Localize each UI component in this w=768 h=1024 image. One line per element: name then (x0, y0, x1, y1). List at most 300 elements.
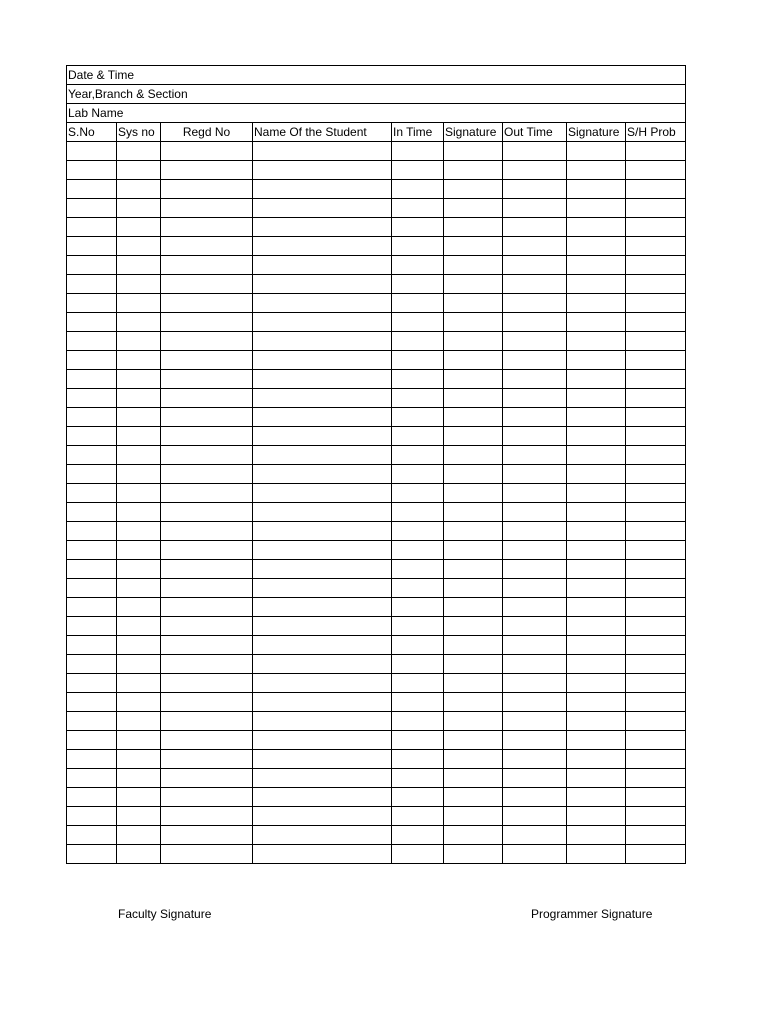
sh-prob-cell (626, 465, 686, 484)
out-time-cell (503, 674, 567, 693)
out-time-cell (503, 332, 567, 351)
student-name-cell (253, 332, 392, 351)
student-name-cell (253, 218, 392, 237)
in-time-cell (392, 845, 444, 864)
in-time-cell (392, 731, 444, 750)
sys-no-cell (117, 199, 161, 218)
student-name-cell (253, 598, 392, 617)
sno-cell (67, 503, 117, 522)
out-time-cell (503, 142, 567, 161)
sys-no-cell (117, 522, 161, 541)
out-time-cell (503, 294, 567, 313)
sno-cell (67, 826, 117, 845)
regd-no-cell (161, 142, 253, 161)
sno-cell (67, 750, 117, 769)
in-time-cell (392, 655, 444, 674)
regd-no-cell (161, 655, 253, 674)
out-time-cell (503, 503, 567, 522)
table-row (67, 332, 686, 351)
out-signature-cell (567, 408, 626, 427)
out-signature-cell (567, 275, 626, 294)
sno-cell (67, 674, 117, 693)
in-signature-cell (444, 731, 503, 750)
regd-no-cell (161, 674, 253, 693)
regd-no-cell (161, 199, 253, 218)
lab-name-row (67, 104, 686, 123)
column-header-sh-prob: S/H Prob (626, 123, 686, 142)
student-name-cell (253, 826, 392, 845)
out-time-cell (503, 579, 567, 598)
out-time-cell (503, 161, 567, 180)
in-signature-cell (444, 218, 503, 237)
column-header-row (67, 123, 686, 142)
sh-prob-cell (626, 712, 686, 731)
sh-prob-cell (626, 161, 686, 180)
sys-no-cell (117, 313, 161, 332)
regd-no-cell (161, 370, 253, 389)
sh-prob-cell (626, 598, 686, 617)
out-time-cell (503, 769, 567, 788)
student-name-cell (253, 142, 392, 161)
sh-prob-cell (626, 389, 686, 408)
table-row (67, 712, 686, 731)
table-row (67, 389, 686, 408)
sys-no-cell (117, 503, 161, 522)
sno-cell (67, 142, 117, 161)
out-time-cell (503, 617, 567, 636)
sys-no-cell (117, 693, 161, 712)
sno-cell (67, 655, 117, 674)
in-signature-cell (444, 294, 503, 313)
out-time-cell (503, 731, 567, 750)
out-time-cell (503, 465, 567, 484)
in-time-cell (392, 275, 444, 294)
in-signature-cell (444, 769, 503, 788)
table-row (67, 541, 686, 560)
sno-cell (67, 446, 117, 465)
regd-no-cell (161, 693, 253, 712)
student-name-cell (253, 408, 392, 427)
in-signature-cell (444, 199, 503, 218)
out-signature-cell (567, 446, 626, 465)
year-branch-section-row (67, 85, 686, 104)
sh-prob-cell (626, 579, 686, 598)
sno-cell (67, 484, 117, 503)
sh-prob-cell (626, 807, 686, 826)
in-time-cell (392, 180, 444, 199)
table-row (67, 427, 686, 446)
table-row (67, 807, 686, 826)
lab-register-table (66, 65, 686, 864)
faculty-signature-label: Faculty Signature (118, 907, 212, 921)
sys-no-cell (117, 769, 161, 788)
sh-prob-cell (626, 332, 686, 351)
out-signature-cell (567, 294, 626, 313)
sh-prob-cell (626, 446, 686, 465)
in-time-cell (392, 351, 444, 370)
sno-cell (67, 313, 117, 332)
sh-prob-cell (626, 674, 686, 693)
sh-prob-cell (626, 826, 686, 845)
regd-no-cell (161, 731, 253, 750)
out-signature-cell (567, 712, 626, 731)
out-signature-cell (567, 560, 626, 579)
out-signature-cell (567, 636, 626, 655)
regd-no-cell (161, 522, 253, 541)
sys-no-cell (117, 389, 161, 408)
in-signature-cell (444, 275, 503, 294)
regd-no-cell (161, 807, 253, 826)
regd-no-cell (161, 712, 253, 731)
regd-no-cell (161, 560, 253, 579)
sh-prob-cell (626, 294, 686, 313)
out-time-cell (503, 427, 567, 446)
out-time-cell (503, 199, 567, 218)
in-time-cell (392, 199, 444, 218)
sno-cell (67, 199, 117, 218)
out-time-cell (503, 446, 567, 465)
student-name-cell (253, 807, 392, 826)
out-signature-cell (567, 693, 626, 712)
in-signature-cell (444, 826, 503, 845)
column-header-sys-no: Sys no (117, 123, 161, 142)
sys-no-cell (117, 446, 161, 465)
student-name-cell (253, 161, 392, 180)
table-row (67, 256, 686, 275)
sys-no-cell (117, 731, 161, 750)
in-time-cell (392, 826, 444, 845)
sys-no-cell (117, 218, 161, 237)
column-header-student-name: Name Of the Student (253, 123, 392, 142)
sys-no-cell (117, 826, 161, 845)
regd-no-cell (161, 636, 253, 655)
sh-prob-cell (626, 237, 686, 256)
sno-cell (67, 579, 117, 598)
date-time-row (67, 66, 686, 85)
in-time-cell (392, 712, 444, 731)
student-name-cell (253, 427, 392, 446)
table-row (67, 731, 686, 750)
column-header-in-time: In Time (392, 123, 444, 142)
regd-no-cell (161, 332, 253, 351)
out-signature-cell (567, 142, 626, 161)
out-signature-cell (567, 579, 626, 598)
in-signature-cell (444, 598, 503, 617)
in-signature-cell (444, 750, 503, 769)
sh-prob-cell (626, 313, 686, 332)
out-signature-cell (567, 370, 626, 389)
in-time-cell (392, 750, 444, 769)
in-signature-cell (444, 788, 503, 807)
student-name-cell (253, 693, 392, 712)
sys-no-cell (117, 636, 161, 655)
student-name-cell (253, 522, 392, 541)
out-signature-cell (567, 199, 626, 218)
table-row (67, 142, 686, 161)
out-signature-cell (567, 256, 626, 275)
student-name-cell (253, 617, 392, 636)
in-time-cell (392, 427, 444, 446)
in-signature-cell (444, 617, 503, 636)
out-time-cell (503, 788, 567, 807)
out-signature-cell (567, 845, 626, 864)
out-signature-cell (567, 655, 626, 674)
sys-no-cell (117, 275, 161, 294)
table-row (67, 560, 686, 579)
student-name-cell (253, 788, 392, 807)
in-time-cell (392, 598, 444, 617)
in-signature-cell (444, 313, 503, 332)
in-time-cell (392, 617, 444, 636)
sh-prob-cell (626, 408, 686, 427)
student-name-cell (253, 180, 392, 199)
sys-no-cell (117, 541, 161, 560)
sh-prob-cell (626, 275, 686, 294)
regd-no-cell (161, 579, 253, 598)
sys-no-cell (117, 484, 161, 503)
out-signature-cell (567, 313, 626, 332)
in-signature-cell (444, 180, 503, 199)
out-signature-cell (567, 541, 626, 560)
regd-no-cell (161, 484, 253, 503)
sh-prob-cell (626, 636, 686, 655)
in-signature-cell (444, 579, 503, 598)
out-signature-cell (567, 465, 626, 484)
lab-name-label: Lab Name (67, 104, 686, 123)
out-time-cell (503, 275, 567, 294)
sh-prob-cell (626, 617, 686, 636)
sys-no-cell (117, 674, 161, 693)
table-row (67, 218, 686, 237)
in-time-cell (392, 807, 444, 826)
sys-no-cell (117, 332, 161, 351)
table-row (67, 161, 686, 180)
sno-cell (67, 712, 117, 731)
sno-cell (67, 522, 117, 541)
sys-no-cell (117, 370, 161, 389)
sh-prob-cell (626, 731, 686, 750)
regd-no-cell (161, 256, 253, 275)
sh-prob-cell (626, 484, 686, 503)
table-row (67, 674, 686, 693)
sno-cell (67, 807, 117, 826)
in-time-cell (392, 788, 444, 807)
sys-no-cell (117, 351, 161, 370)
sno-cell (67, 256, 117, 275)
sys-no-cell (117, 598, 161, 617)
sno-cell (67, 731, 117, 750)
sys-no-cell (117, 180, 161, 199)
student-name-cell (253, 503, 392, 522)
out-signature-cell (567, 332, 626, 351)
sys-no-cell (117, 256, 161, 275)
student-name-cell (253, 674, 392, 693)
table-row (67, 769, 686, 788)
in-signature-cell (444, 446, 503, 465)
sno-cell (67, 161, 117, 180)
out-time-cell (503, 389, 567, 408)
in-time-cell (392, 522, 444, 541)
in-signature-cell (444, 674, 503, 693)
in-time-cell (392, 636, 444, 655)
student-name-cell (253, 655, 392, 674)
sys-no-cell (117, 712, 161, 731)
out-time-cell (503, 693, 567, 712)
table-row (67, 598, 686, 617)
student-name-cell (253, 750, 392, 769)
in-signature-cell (444, 142, 503, 161)
regd-no-cell (161, 351, 253, 370)
regd-no-cell (161, 427, 253, 446)
table-row (67, 484, 686, 503)
sh-prob-cell (626, 845, 686, 864)
year-branch-section-label: Year,Branch & Section (67, 85, 686, 104)
in-signature-cell (444, 332, 503, 351)
sys-no-cell (117, 465, 161, 484)
table-row (67, 351, 686, 370)
in-signature-cell (444, 655, 503, 674)
in-time-cell (392, 370, 444, 389)
student-name-cell (253, 712, 392, 731)
column-header-regd-no: Regd No (161, 123, 253, 142)
regd-no-cell (161, 617, 253, 636)
in-time-cell (392, 161, 444, 180)
out-time-cell (503, 712, 567, 731)
out-signature-cell (567, 674, 626, 693)
sys-no-cell (117, 845, 161, 864)
student-name-cell (253, 351, 392, 370)
out-signature-cell (567, 218, 626, 237)
sno-cell (67, 541, 117, 560)
sno-cell (67, 617, 117, 636)
sno-cell (67, 788, 117, 807)
student-name-cell (253, 389, 392, 408)
in-signature-cell (444, 408, 503, 427)
student-name-cell (253, 465, 392, 484)
regd-no-cell (161, 275, 253, 294)
table-row (67, 826, 686, 845)
sys-no-cell (117, 161, 161, 180)
programmer-signature-label: Programmer Signature (531, 907, 653, 921)
in-signature-cell (444, 161, 503, 180)
out-signature-cell (567, 598, 626, 617)
sys-no-cell (117, 237, 161, 256)
in-time-cell (392, 484, 444, 503)
student-name-cell (253, 484, 392, 503)
in-time-cell (392, 674, 444, 693)
sys-no-cell (117, 807, 161, 826)
in-time-cell (392, 408, 444, 427)
in-signature-cell (444, 256, 503, 275)
table-row (67, 617, 686, 636)
sno-cell (67, 294, 117, 313)
column-header-out-signature: Signature (567, 123, 626, 142)
table-row (67, 503, 686, 522)
sh-prob-cell (626, 351, 686, 370)
sno-cell (67, 332, 117, 351)
sh-prob-cell (626, 256, 686, 275)
out-signature-cell (567, 427, 626, 446)
in-time-cell (392, 142, 444, 161)
student-name-cell (253, 256, 392, 275)
sh-prob-cell (626, 199, 686, 218)
table-row (67, 636, 686, 655)
student-name-cell (253, 845, 392, 864)
out-signature-cell (567, 522, 626, 541)
regd-no-cell (161, 788, 253, 807)
out-signature-cell (567, 769, 626, 788)
student-name-cell (253, 541, 392, 560)
regd-no-cell (161, 294, 253, 313)
out-time-cell (503, 370, 567, 389)
table-row (67, 446, 686, 465)
sys-no-cell (117, 788, 161, 807)
out-signature-cell (567, 389, 626, 408)
regd-no-cell (161, 408, 253, 427)
out-signature-cell (567, 237, 626, 256)
in-signature-cell (444, 370, 503, 389)
sno-cell (67, 408, 117, 427)
in-signature-cell (444, 484, 503, 503)
out-signature-cell (567, 484, 626, 503)
in-signature-cell (444, 351, 503, 370)
out-time-cell (503, 522, 567, 541)
student-name-cell (253, 769, 392, 788)
out-time-cell (503, 636, 567, 655)
out-signature-cell (567, 351, 626, 370)
student-name-cell (253, 636, 392, 655)
in-signature-cell (444, 237, 503, 256)
table-row (67, 199, 686, 218)
student-name-cell (253, 275, 392, 294)
in-signature-cell (444, 541, 503, 560)
regd-no-cell (161, 446, 253, 465)
sno-cell (67, 389, 117, 408)
in-time-cell (392, 237, 444, 256)
sh-prob-cell (626, 503, 686, 522)
in-signature-cell (444, 845, 503, 864)
table-row (67, 693, 686, 712)
in-time-cell (392, 294, 444, 313)
in-time-cell (392, 693, 444, 712)
table-row (67, 579, 686, 598)
table-row (67, 370, 686, 389)
out-signature-cell (567, 617, 626, 636)
in-signature-cell (444, 712, 503, 731)
out-time-cell (503, 256, 567, 275)
sh-prob-cell (626, 693, 686, 712)
out-time-cell (503, 560, 567, 579)
sh-prob-cell (626, 218, 686, 237)
in-signature-cell (444, 693, 503, 712)
in-signature-cell (444, 427, 503, 446)
sys-no-cell (117, 427, 161, 446)
out-time-cell (503, 237, 567, 256)
regd-no-cell (161, 180, 253, 199)
out-signature-cell (567, 180, 626, 199)
table-row (67, 465, 686, 484)
sno-cell (67, 218, 117, 237)
regd-no-cell (161, 465, 253, 484)
sh-prob-cell (626, 655, 686, 674)
regd-no-cell (161, 503, 253, 522)
out-time-cell (503, 826, 567, 845)
regd-no-cell (161, 313, 253, 332)
table-row (67, 313, 686, 332)
sno-cell (67, 769, 117, 788)
sh-prob-cell (626, 522, 686, 541)
column-header-in-signature: Signature (444, 123, 503, 142)
